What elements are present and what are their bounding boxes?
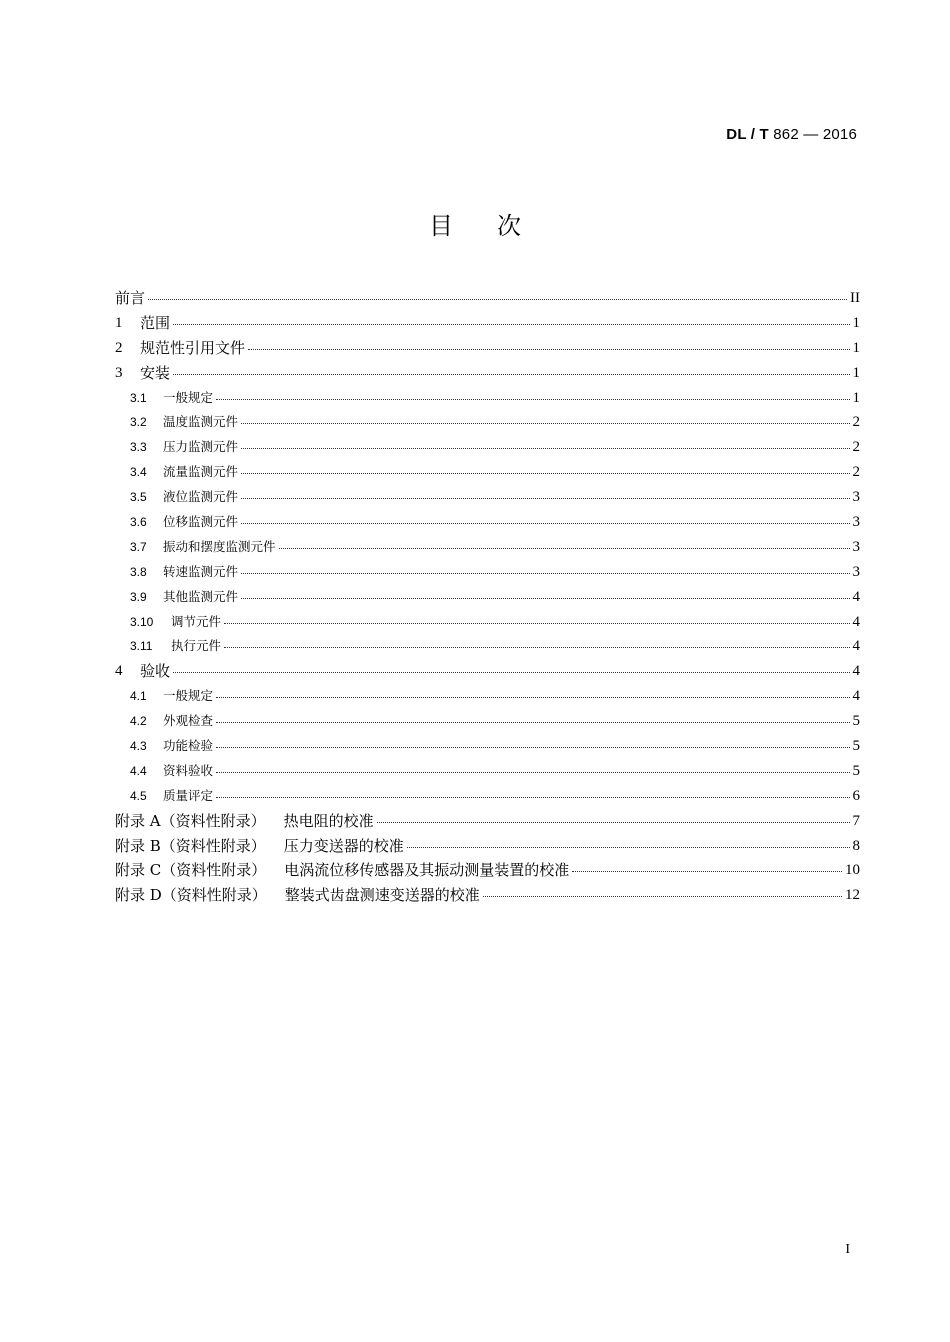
toc-entry-label [115,883,480,908]
toc-appendix-number: 附录 D（资料性附录） [115,886,267,905]
toc-leader-dots [216,386,849,411]
toc-leader-dots [173,311,849,336]
toc-leader-dots [279,535,850,560]
toc-entry-label: 压力监测元件 [163,439,239,455]
toc-entry[interactable] [115,809,860,834]
toc-entry-number: 3.1 [130,390,147,405]
toc-leader-dots [241,460,849,485]
toc-entry-page: 6 [852,787,860,804]
document-code-number: 862 — 2016 [768,126,857,143]
toc-entry[interactable] [115,560,860,585]
toc-entry[interactable] [115,585,860,610]
toc-entry-page: 5 [852,713,860,730]
toc-entry-label: 安装 [140,363,171,382]
toc-entry-number: 3.8 [130,564,147,579]
toc-appendix-number: 附录 A（资料性附录） [115,811,266,830]
toc-entry-label: 功能检验 [163,738,214,754]
toc-entry-page: 2 [852,414,860,431]
toc-entry[interactable] [115,336,860,361]
toc-leader-dots [216,759,849,784]
toc-entry-label: 位移监测元件 [163,514,239,530]
toc-entry-label: 液位监测元件 [163,489,239,505]
toc-leader-dots [241,585,849,610]
toc-entry-page: 8 [852,837,860,854]
toc-entry[interactable] [115,883,860,908]
toc-entry-number: 3.2 [130,415,147,430]
toc-appendix-number: 附录 B（资料性附录） [115,836,266,855]
toc-appendix-title: 整装式齿盘测速变送器的校准 [284,886,480,905]
toc-entry-page: 4 [852,613,860,630]
toc-entry[interactable] [115,410,860,435]
toc-leader-dots [241,510,849,535]
toc-leader-dots [248,336,849,361]
toc-appendix-number: 附录 C（资料性附录） [115,861,267,880]
toc-entry-label: 执行元件 [171,638,222,654]
toc-entry-page: 1 [852,389,860,406]
toc-entry-number: 3.11 [130,639,153,654]
toc-entry-page: 1 [852,339,860,356]
toc-leader-dots [216,734,849,759]
toc-entry[interactable] [115,784,860,809]
toc-entry[interactable] [115,510,860,535]
toc-entry-label: 一般规定 [163,688,214,704]
toc-entry-number: 2 [115,339,123,356]
toc-leader-dots [241,410,849,435]
toc-entry-label: 流量监测元件 [163,464,239,480]
toc-entry-page: 4 [852,588,860,605]
toc-entry-label: 验收 [140,662,171,681]
toc-entry-page: 10 [845,862,860,879]
toc-leader-dots [241,485,849,510]
toc-entry[interactable] [115,435,860,460]
toc-entry-number: 3.10 [130,614,154,629]
toc-entry-number: 4.5 [130,788,147,803]
toc-entry-page: 4 [852,663,860,680]
toc-entry-page: 4 [852,688,860,705]
toc-entry-page: 4 [852,638,860,655]
toc-leader-dots [224,610,849,635]
toc-leader-dots [216,784,849,809]
toc-entry[interactable] [115,485,860,510]
toc-entry[interactable] [115,759,860,784]
toc-entry-page: 2 [852,464,860,481]
toc-entry-number: 3 [115,364,123,381]
toc-entry[interactable] [115,684,860,709]
toc-entry-label: 资料验收 [163,762,214,778]
toc-leader-dots [241,435,849,460]
toc-entry-page: 3 [852,538,860,555]
toc-entry[interactable] [115,834,860,859]
page-title: 目次 [429,212,565,240]
toc-entry-label: 质量评定 [163,787,214,803]
toc-entry-number: 4.3 [130,739,147,754]
toc-entry-number: 4 [115,663,123,680]
toc-entry-number: 3.9 [130,589,147,604]
document-code [726,126,857,143]
toc-entry[interactable] [115,535,860,560]
toc-leader-dots [216,709,849,734]
toc-entry[interactable] [115,460,860,485]
toc-leader-dots [224,634,849,659]
toc-appendix-title: 压力变送器的校准 [283,836,404,855]
toc-entry-number: 1 [115,314,123,331]
toc-leader-dots [241,560,849,585]
toc-entry-label: 振动和摆度监测元件 [163,538,276,554]
toc-entry-page: II [850,290,860,306]
toc-entry[interactable] [115,858,860,883]
toc-entry[interactable] [115,386,860,411]
toc-entry-number: 3.7 [130,539,147,554]
toc-entry-number: 3.6 [130,515,147,530]
toc-leader-dots [216,684,849,709]
toc-entry-page: 3 [852,489,860,506]
toc-entry-page: 3 [852,563,860,580]
toc-entry-label [115,834,404,859]
toc-appendix-title: 热电阻的校准 [283,811,374,830]
toc-entry[interactable] [115,634,860,659]
toc-entry-page: 2 [852,439,860,456]
toc-entry-number: 3.4 [130,465,147,480]
toc-entry-label: 一般规定 [163,389,214,405]
toc-entry-label: 其他监测元件 [163,588,239,604]
toc-leader-dots [173,361,849,386]
toc-entry-page: 5 [852,738,860,755]
toc-entry-label: 调节元件 [171,613,222,629]
toc-entry-page: 3 [852,514,860,531]
page-number: I [845,1242,850,1257]
toc-leader-dots [148,286,847,311]
toc-entry-label: 范围 [140,313,171,332]
toc-entry-number: 4.1 [130,689,147,704]
toc-entry-page: 1 [852,364,860,381]
toc-entry-label: 温度监测元件 [163,414,239,430]
toc-leader-dots [483,883,842,908]
toc-entry-label [115,809,374,834]
toc-entry-number: 3.5 [130,490,147,505]
toc-leader-dots [572,858,842,883]
toc-appendix-title: 电涡流位移传感器及其振动测量装置的校准 [284,861,570,880]
table-of-contents [115,286,860,908]
toc-leader-dots [377,809,850,834]
toc-entry[interactable] [115,709,860,734]
toc-entry-label: 外观检查 [163,713,214,729]
document-code-prefix: DL / T [726,126,769,143]
toc-entry[interactable] [115,734,860,759]
toc-entry[interactable] [115,286,860,311]
toc-entry-label [115,858,569,883]
toc-entry-label: 前言 [115,289,146,307]
toc-entry-page: 7 [852,812,860,829]
toc-entry-label: 转速监测元件 [163,563,239,579]
toc-entry-number: 4.2 [130,714,147,729]
toc-entry-page: 5 [852,762,860,779]
toc-entry-label: 规范性引用文件 [140,338,246,357]
toc-leader-dots [407,834,850,859]
toc-leader-dots [173,659,849,684]
toc-entry[interactable] [115,610,860,635]
toc-entry-page: 12 [845,887,860,904]
toc-entry[interactable] [115,311,860,336]
toc-entry-number: 3.3 [130,440,147,455]
toc-entry[interactable] [115,659,860,684]
toc-entry-page: 1 [852,314,860,331]
toc-entry-number: 4.4 [130,763,147,778]
toc-entry[interactable] [115,361,860,386]
